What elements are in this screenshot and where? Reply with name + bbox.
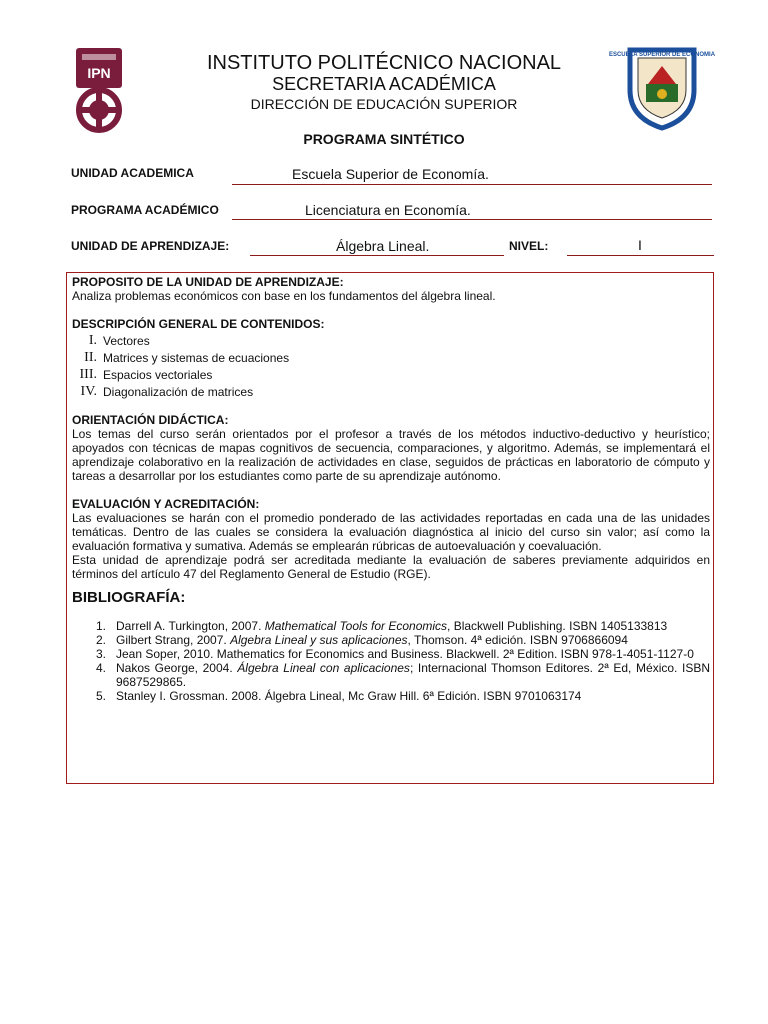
programa-value: Licenciatura en Economía. (305, 202, 471, 218)
bib-post: , Thomson. 4ª edición. ISBN 9706866094 (407, 633, 628, 647)
contenido-text: Espacios vectoriales (103, 368, 213, 382)
secretariat-title: SECRETARIA ACADÉMICA (272, 74, 496, 94)
nivel-rule (567, 255, 714, 256)
nivel-label: NIVEL: (509, 239, 549, 253)
ese-logo-text: ESCUELA SUPERIOR DE ECONOMIA (608, 52, 716, 58)
evaluacion-text-2: Esta unidad de aprendizaje podrá ser acreditada mediante la evaluación de saberes previamente adquiridos en términos del artículo 47 del Reglamento General de Estudio (RGE). (72, 553, 710, 581)
bib-pre: Jean Soper, 2010. Mathematics for Economics and Business. Blackwell. 2ª Edition. ISBN 978-1-4051-1127-0 (116, 647, 694, 661)
direction-title: DIRECCIÓN DE EDUCACIÓN SUPERIOR (250, 96, 518, 112)
bib-pre: Darrell A. Turkington, 2007. (116, 619, 265, 633)
contenido-num: I. (88, 333, 97, 348)
descripcion-heading: DESCRIPCIÓN GENERAL DE CONTENIDOS: (72, 317, 325, 331)
content-box (66, 272, 714, 784)
list-item (72, 689, 710, 703)
bib-num: 1. (95, 619, 106, 633)
bib-pre: Nakos George, 2004. (116, 661, 238, 675)
bib-title: Álgebra Lineal con aplicaciones (237, 661, 410, 675)
proposito-text: Analiza problemas económicos con base en los fundamentos del álgebra lineal. (72, 289, 496, 303)
bib-pre: Gilbert Strang, 2007. (116, 633, 231, 647)
orientacion-text: Los temas del curso serán orientados por el profesor a través de los métodos inductivo-deductivo y heurístico; apoyados con técnicas de mapas cognitivos de secuencia, comparaciones, y algoritmo. Además, se implementará el aprendizaje colaborativo en la realización de actividades en clase, seguidos de prácticas en laboratorio de cómputo y tareas a desarrollar por los estudiantes como parte de su aprendizaje autónomo. (72, 427, 710, 483)
list-item (72, 365, 710, 382)
bib-title: Mathematical Tools for Economics (264, 619, 448, 633)
bib-title: Algebra Lineal y sus aplicaciones (230, 633, 408, 647)
nivel-value: I (638, 237, 642, 253)
bib-num: 3. (95, 647, 106, 661)
programa-rule (232, 219, 712, 220)
contenido-text: Vectores (103, 334, 150, 348)
bibliografia-heading: BIBLIOGRAFÍA: (72, 589, 186, 606)
contenido-text: Matrices y sistemas de ecuaciones (103, 351, 290, 365)
list-item (72, 633, 710, 647)
bib-pre: Stanley I. Grossman. 2008. Álgebra Lineal, Mc Graw Hill. 6ª Edición. ISBN 9701063174 (116, 689, 582, 703)
unidad-academica-label: UNIDAD ACADEMICA (71, 166, 194, 180)
list-item (72, 619, 710, 633)
bib-post: , Blackwell Publishing. ISBN 1405133813 (447, 619, 668, 633)
contenido-num: II. (84, 350, 97, 365)
programa-label: PROGRAMA ACADÉMICO (71, 203, 219, 217)
list-item (72, 647, 710, 661)
contenido-text: Diagonalización de matrices (103, 385, 254, 399)
proposito-heading: PROPOSITO DE LA UNIDAD DE APRENDIZAJE: (72, 275, 344, 289)
bibliografia-list (72, 619, 710, 703)
list-item (72, 382, 710, 399)
unidad-academica-value: Escuela Superior de Economía. (292, 166, 489, 182)
bib-num: 4. (95, 661, 106, 675)
contenido-num: III. (79, 367, 97, 382)
contenido-num: IV. (80, 384, 97, 399)
unidad-academica-rule (232, 184, 712, 185)
bib-num: 2. (95, 633, 106, 647)
list-item (72, 331, 710, 348)
bib-post: ; Internacional Thomson Editores. 2ª Ed, México. ISBN 9687529865. (116, 661, 710, 689)
orientacion-heading: ORIENTACIÓN DIDÁCTICA: (72, 413, 229, 427)
list-item (72, 661, 710, 689)
evaluacion-heading: EVALUACIÓN Y ACREDITACIÓN: (72, 497, 260, 511)
bib-num: 5. (95, 689, 106, 703)
evaluacion-text-1: Las evaluaciones se harán con el promedio ponderado de las actividades reportadas en cada una de las unidades temáticas. Dentro de las cuales se considera la evaluación diagnóstica al inicio del curso sin valor; así como la evaluación formativa y sumativa. Además se emplearán rúbricas de autoevaluación y coevaluación. (72, 511, 710, 553)
unidad-aprendizaje-value: Álgebra Lineal. (336, 238, 430, 254)
list-item (72, 348, 710, 365)
contenidos-list (72, 331, 710, 399)
ipn-logo-text: IPN (87, 65, 111, 81)
document-title: PROGRAMA SINTÉTICO (303, 131, 465, 147)
unidad-aprendizaje-rule (250, 255, 504, 256)
institute-title: INSTITUTO POLITÉCNICO NACIONAL (206, 52, 562, 74)
unidad-aprendizaje-label: UNIDAD DE APRENDIZAJE: (71, 239, 230, 253)
